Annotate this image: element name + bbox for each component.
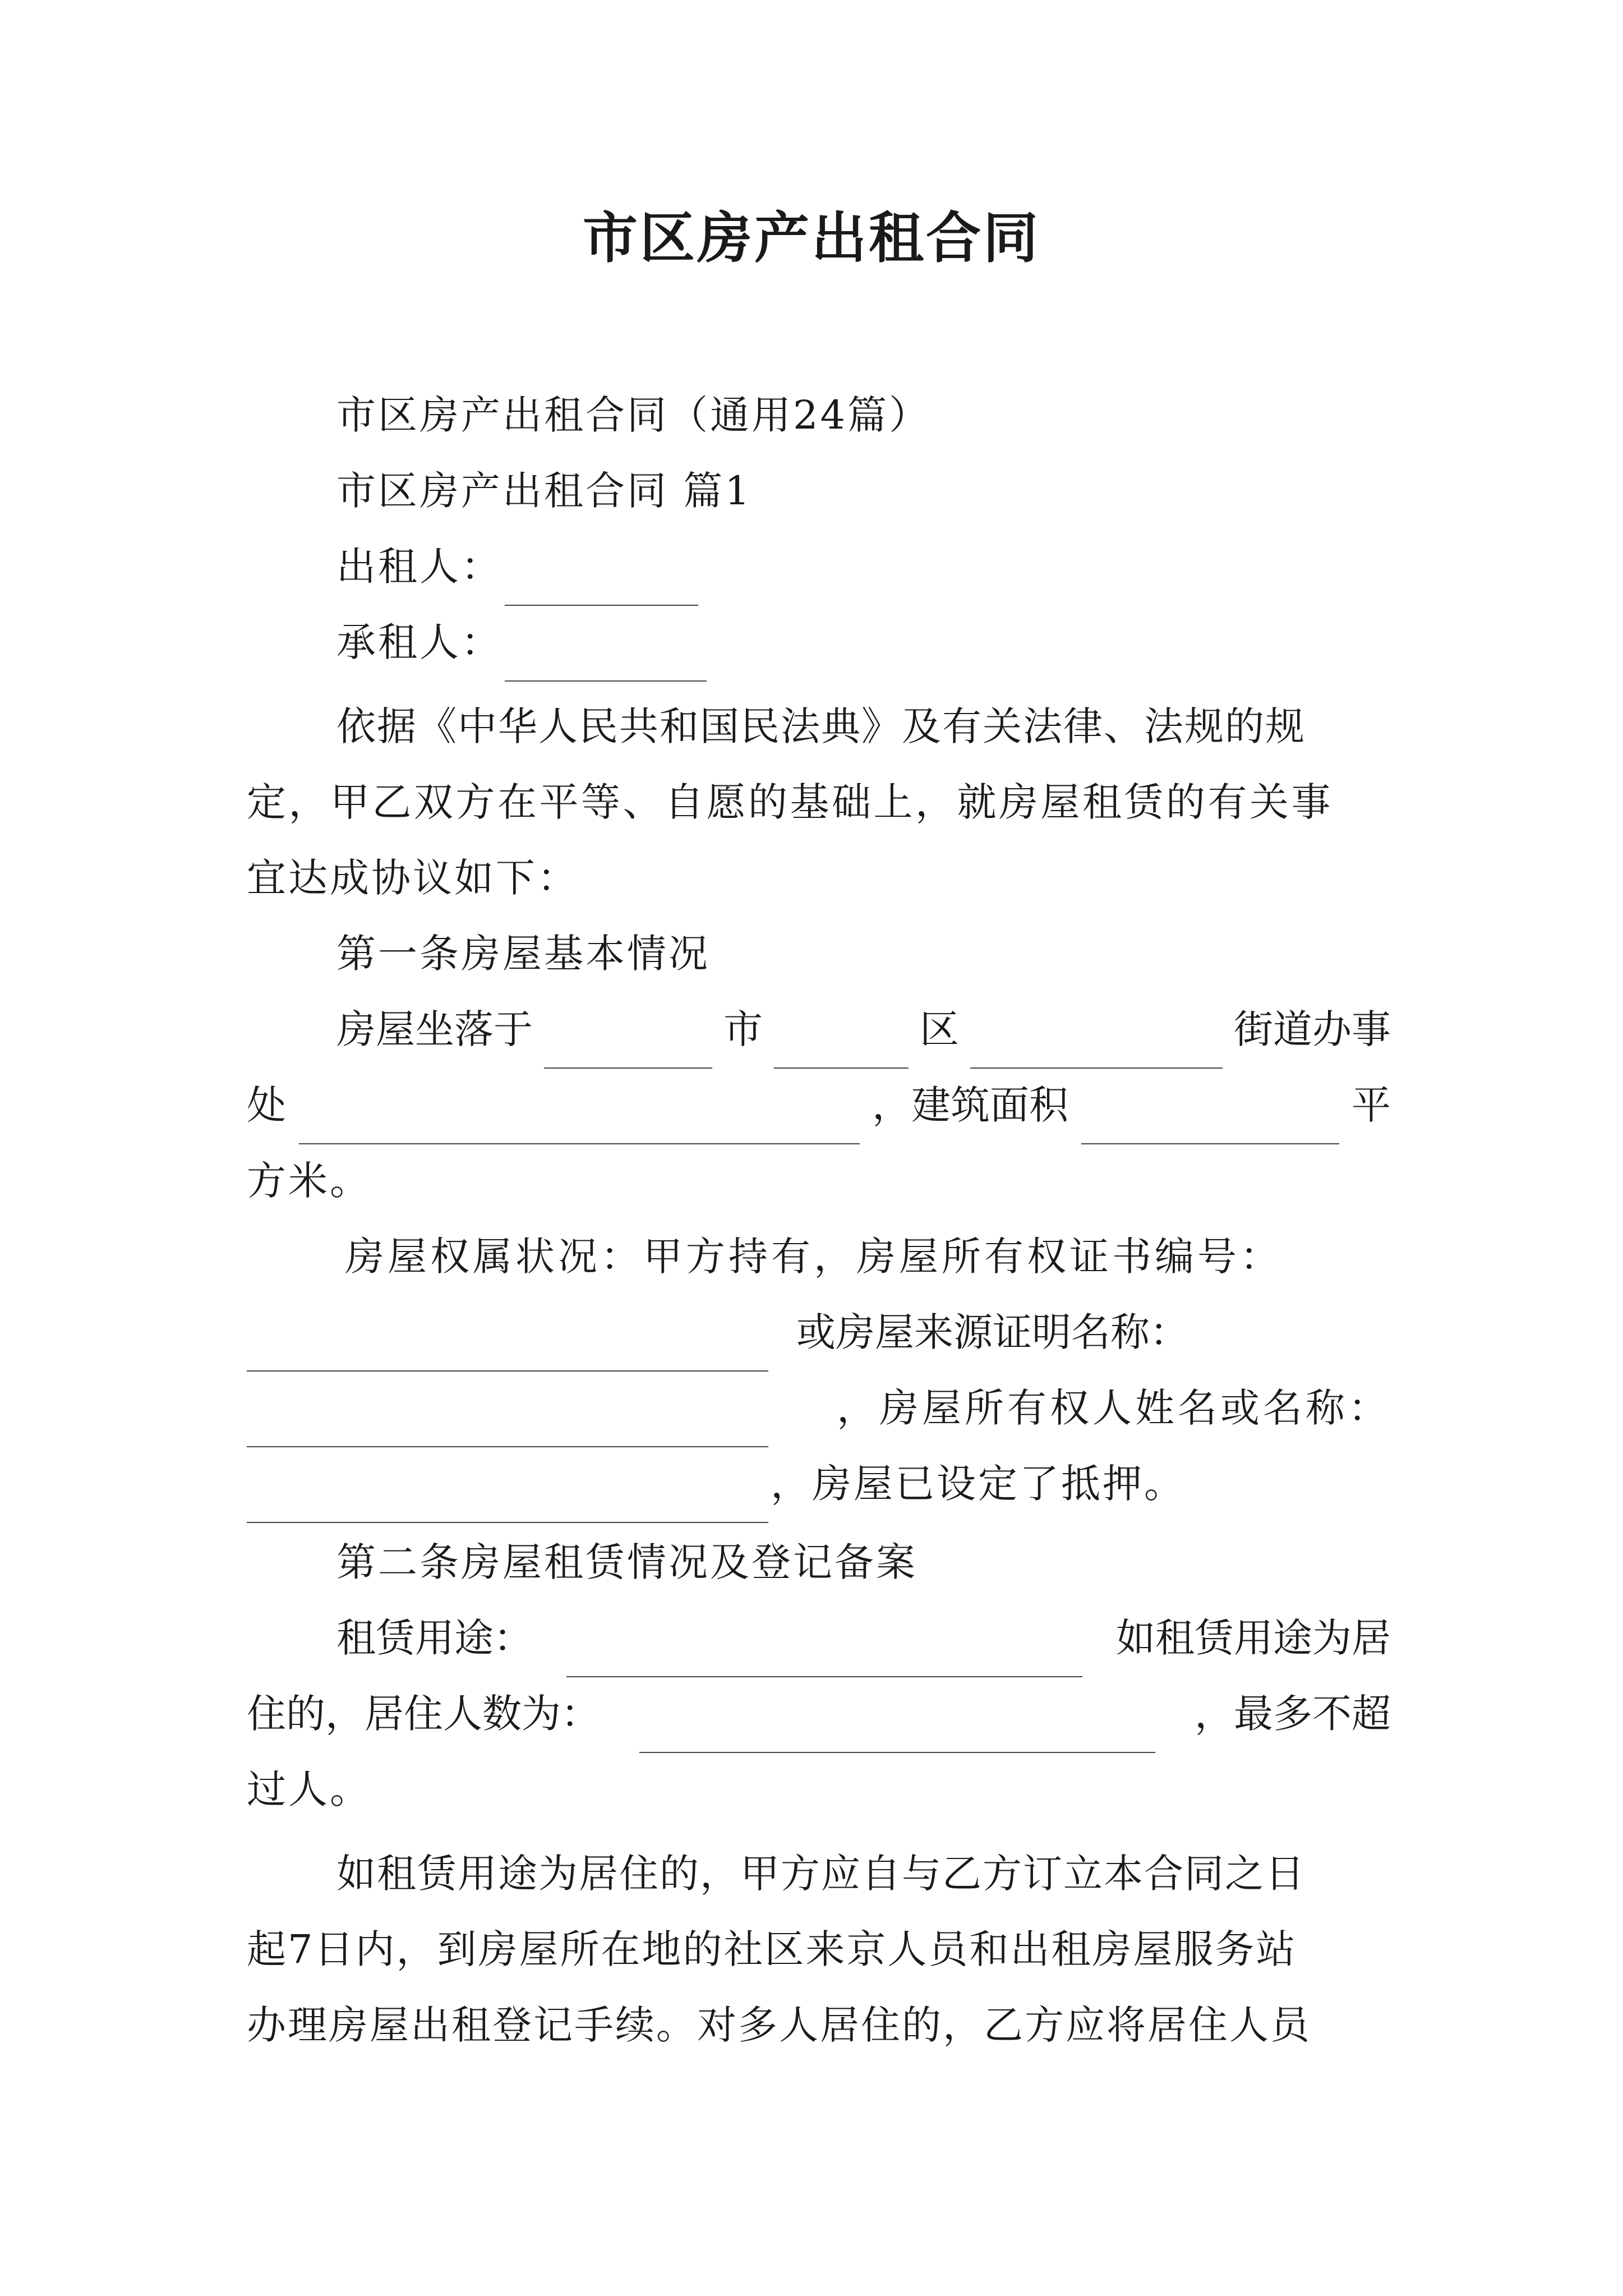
registration-text-3: 办理房屋出租登记手续。对多人居住的，乙方应将居住人员 — [247, 2002, 1311, 2048]
owner-label: ，房屋所有权人姓名或名称： — [837, 1385, 1391, 1431]
mortgage-line — [247, 1444, 1391, 1523]
use-tail: 如租赁用途为居 — [1116, 1615, 1391, 1661]
lessor-blank — [505, 560, 698, 606]
intro-text-2: 定，甲乙双方在平等、自愿的基础上，就房屋租赁的有关事 — [247, 779, 1333, 825]
lessee-label: 承租人： — [336, 619, 502, 665]
ownership-line — [247, 1217, 1391, 1296]
area-blank — [1081, 1098, 1339, 1144]
intro-text-3: 宜达成协议如下： — [247, 855, 579, 901]
street-label: 街道办事 — [1234, 1006, 1391, 1052]
chu-label: 处 — [247, 1082, 286, 1128]
area-line — [247, 1066, 1391, 1144]
residents-tail: ，最多不超 — [1195, 1691, 1391, 1737]
residents-line — [247, 1674, 1391, 1753]
district-label: 区 — [920, 1006, 959, 1052]
street-blank — [970, 1023, 1223, 1069]
article2-heading-text: 第二条房屋租赁情况及登记备案 — [336, 1539, 917, 1585]
district-blank — [774, 1023, 909, 1069]
section-heading — [247, 452, 1391, 530]
area-unit-line — [247, 1142, 1391, 1220]
intro-text-1: 依据《中华人民共和国民法典》及有关法律、法规的规 — [336, 703, 1306, 749]
subtitle-text: 市区房产出租合同（通用24篇） — [336, 392, 931, 438]
registration-line-1 — [247, 1834, 1391, 1913]
residents-end-line — [247, 1750, 1391, 1829]
article1-heading — [247, 914, 1391, 993]
owner-blank — [247, 1477, 768, 1523]
article1-heading-text: 第一条房屋基本情况 — [336, 931, 710, 977]
certificate-blank — [247, 1326, 768, 1372]
location-prefix: 房屋坐落于 — [336, 1006, 533, 1052]
registration-text-2: 起7日内，到房屋所在地的社区来京人员和出租房屋服务站 — [247, 1926, 1297, 1972]
registration-line-2 — [247, 1910, 1391, 1989]
chu-blank — [299, 1098, 860, 1144]
lessee-blank — [505, 636, 707, 682]
source-line — [247, 1293, 1391, 1372]
section-heading-text: 市区房产出租合同 篇1 — [336, 468, 752, 514]
area-label: ，建筑面积 — [872, 1082, 1068, 1128]
residents-blank — [639, 1707, 1155, 1753]
document-title: 市区房产出租合同 — [582, 206, 1040, 270]
source-blank — [247, 1401, 768, 1447]
source-label: 或房屋来源证明名称： — [796, 1309, 1189, 1355]
mortgage-text: ，房屋已设定了抵押。 — [771, 1461, 1186, 1507]
article2-heading — [247, 1523, 1391, 1602]
intro-line-2 — [247, 763, 1391, 841]
intro-line-3 — [247, 839, 1391, 917]
ownership-text: 房屋权属状况：甲方持有，房屋所有权证书编号： — [345, 1234, 1283, 1280]
registration-line-3 — [247, 1986, 1391, 2064]
area-unit-2: 方米。 — [247, 1158, 371, 1204]
document-subtitle — [247, 376, 1391, 454]
lessor-line — [247, 527, 1391, 606]
registration-text-1: 如租赁用途为居住的，甲方应自与乙方订立本合同之日 — [336, 1851, 1306, 1897]
use-blank — [566, 1631, 1082, 1677]
city-blank — [544, 1023, 712, 1069]
owner-line — [247, 1369, 1391, 1447]
residents-label: 住的，居住人数为： — [247, 1691, 600, 1737]
location-line — [247, 990, 1391, 1069]
lessor-label: 出租人： — [336, 544, 502, 590]
intro-line-1 — [247, 687, 1391, 766]
use-line — [247, 1599, 1391, 1677]
area-unit-1: 平 — [1352, 1082, 1391, 1128]
residents-end: 过人。 — [247, 1766, 371, 1812]
lessee-line — [247, 603, 1391, 682]
use-label: 租赁用途： — [336, 1615, 533, 1661]
city-label: 市 — [723, 1006, 763, 1052]
